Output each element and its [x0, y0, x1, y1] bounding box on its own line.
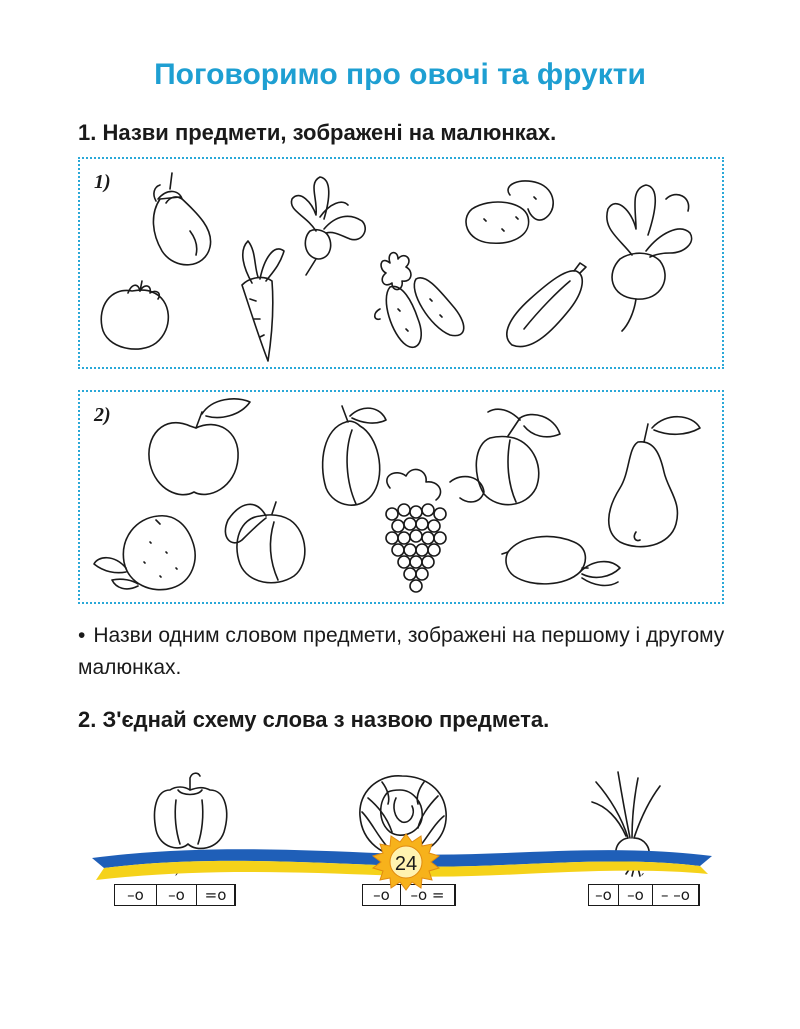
peach-icon — [476, 409, 560, 504]
eggplant-icon — [153, 173, 210, 265]
pear-icon — [609, 417, 700, 547]
schema-1-syllable-1: –о — [115, 885, 157, 905]
grapes-icon — [386, 469, 484, 592]
schema-2-syllable-1: –о — [363, 885, 401, 905]
schema-3-syllable-3: – –о — [653, 885, 699, 905]
schema-2-syllable-2: –о = — [401, 885, 455, 905]
frame-1-label: 1) — [94, 171, 111, 193]
schema-3-syllable-1: –о — [589, 885, 619, 905]
schema-3-syllable-2: –о — [619, 885, 653, 905]
zucchini-icon — [507, 263, 586, 347]
carrot-icon — [242, 241, 284, 361]
apricot-icon — [225, 502, 304, 583]
lemon-icon — [502, 537, 620, 586]
fruits-illustration — [80, 392, 722, 602]
orange-icon — [94, 516, 195, 590]
schema-1-syllable-3: =о — [197, 885, 235, 905]
tomato-icon — [101, 281, 168, 349]
stress-mark: ˊ — [639, 872, 645, 886]
task-1-note — [78, 620, 738, 684]
vegetables-illustration — [80, 159, 722, 367]
stress-mark: ˊ — [173, 872, 179, 886]
task-1-heading: 1. Назви предмети, зображені на малюнках. — [78, 120, 557, 145]
radish-icon — [291, 177, 365, 275]
cucumber-icon — [375, 253, 464, 348]
frame-2-label: 2) — [94, 404, 111, 426]
potato-icon — [466, 181, 553, 243]
page-number: 24 — [394, 853, 418, 875]
vegetables-frame — [78, 157, 724, 369]
page-title: Поговоримо про овочі та фрукти — [154, 58, 646, 91]
fruits-frame — [78, 390, 724, 604]
note-text: Назви одним словом предмети, зображені на першому і другому малюнках. — [78, 624, 725, 679]
note-bullet: • — [78, 624, 86, 647]
beet-icon — [607, 185, 692, 331]
schema-1-syllable-2: –о — [157, 885, 197, 905]
task-2-heading: 2. З'єднай схему слова з назвою предмета. — [78, 707, 550, 732]
plum-icon — [323, 406, 386, 505]
apple-icon — [149, 399, 250, 495]
